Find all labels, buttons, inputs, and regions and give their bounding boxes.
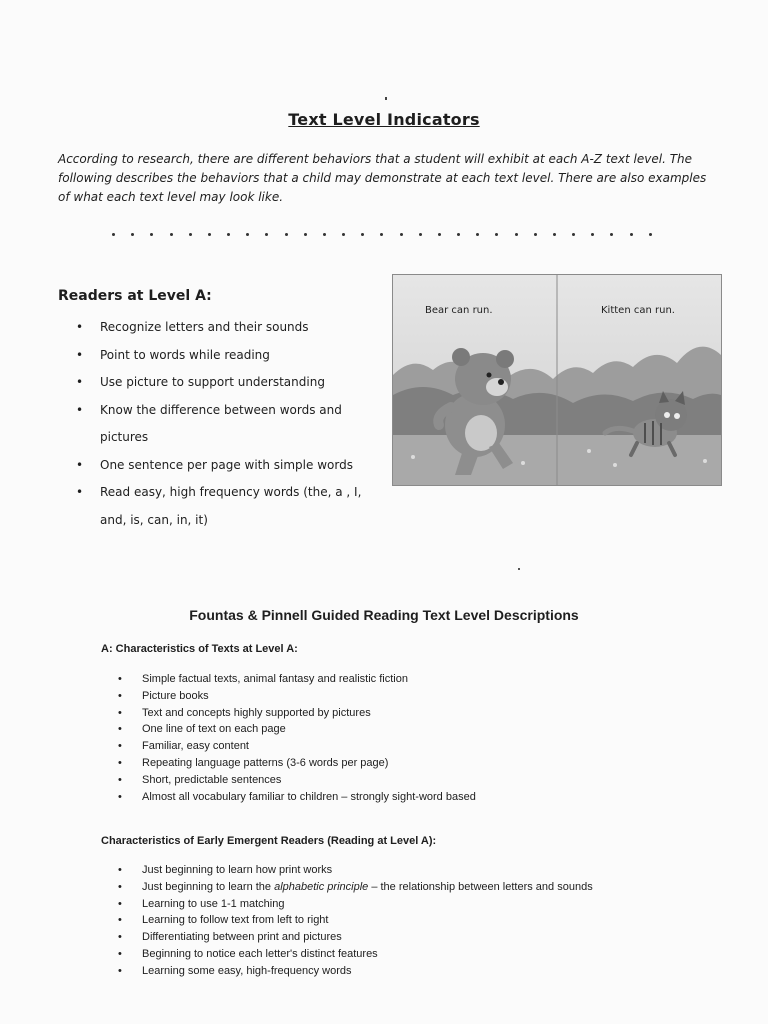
list-item: • Learning some easy, high-frequency words xyxy=(118,963,678,980)
list-item-text: – the relationship between letters and sounds xyxy=(368,880,593,893)
level-a-list xyxy=(74,314,374,534)
list-item: • Simple factual texts, animal fantasy and realistic fiction xyxy=(118,671,678,688)
early-emergent-readers-list xyxy=(118,862,678,980)
list-item: • Just beginning to learn how print works xyxy=(118,862,678,879)
list-item: • Picture books xyxy=(118,688,678,705)
list-item: • One line of text on each page xyxy=(118,721,678,738)
list-item: • Differentiating between print and pictures xyxy=(118,929,678,946)
list-item: • Use picture to support understanding xyxy=(74,369,374,397)
list-item: • Short, predictable sentences xyxy=(118,772,678,789)
list-item: • Text and concepts highly supported by pictures xyxy=(118,705,678,722)
list-item: • Repeating language patterns (3-6 words per page) xyxy=(118,755,678,772)
list-item xyxy=(118,879,678,896)
list-item-continuation: and, is, can, in, it) xyxy=(100,512,208,527)
list-item-text: Just beginning to learn the xyxy=(142,880,275,893)
level-a-heading: Readers at Level A: xyxy=(58,288,212,304)
list-item-italic: alphabetic principle xyxy=(274,880,369,893)
list-item: • One sentence per page with simple words xyxy=(74,452,374,480)
caption-bear: Bear can run. xyxy=(425,305,493,316)
list-item: • Read easy, high frequency words (the, a , I, xyxy=(74,479,374,507)
list-item: • Learning to use 1-1 matching xyxy=(118,896,678,913)
list-item: • Almost all vocabulary familiar to children – strongly sight-word based xyxy=(118,789,678,806)
list-item: • Know the difference between words and xyxy=(74,397,374,425)
page-title: Text Level Indicators xyxy=(288,110,480,129)
scan-speck xyxy=(518,568,520,570)
texts-level-a-list xyxy=(118,671,678,805)
list-item: • Recognize letters and their sounds xyxy=(74,314,374,342)
list-item: • Learning to follow text from left to right xyxy=(118,912,678,929)
fountas-pinnell-title: Fountas & Pinnell Guided Reading Text Level Descriptions xyxy=(189,607,579,623)
intro-paragraph: According to research, there are different behaviors that a student will exhibit at each A-Z text level. The following describes the behaviors that a child may demonstrate at each text level. There are also examples of what each text level may look like. xyxy=(58,152,707,204)
dotted-divider xyxy=(112,229,652,239)
caption-kitten: Kitten can run. xyxy=(601,305,675,316)
texts-level-a-heading: A: Characteristics of Texts at Level A: xyxy=(101,643,298,655)
scan-speck xyxy=(385,97,387,100)
list-item: • Point to words while reading xyxy=(74,342,374,370)
book-illustration xyxy=(392,274,722,486)
early-emergent-readers-heading: Characteristics of Early Emergent Readers (Reading at Level A): xyxy=(101,835,437,847)
list-item: • Familiar, easy content xyxy=(118,738,678,755)
list-item: • Beginning to notice each letter's distinct features xyxy=(118,946,678,963)
list-item-continuation: pictures xyxy=(100,430,149,444)
